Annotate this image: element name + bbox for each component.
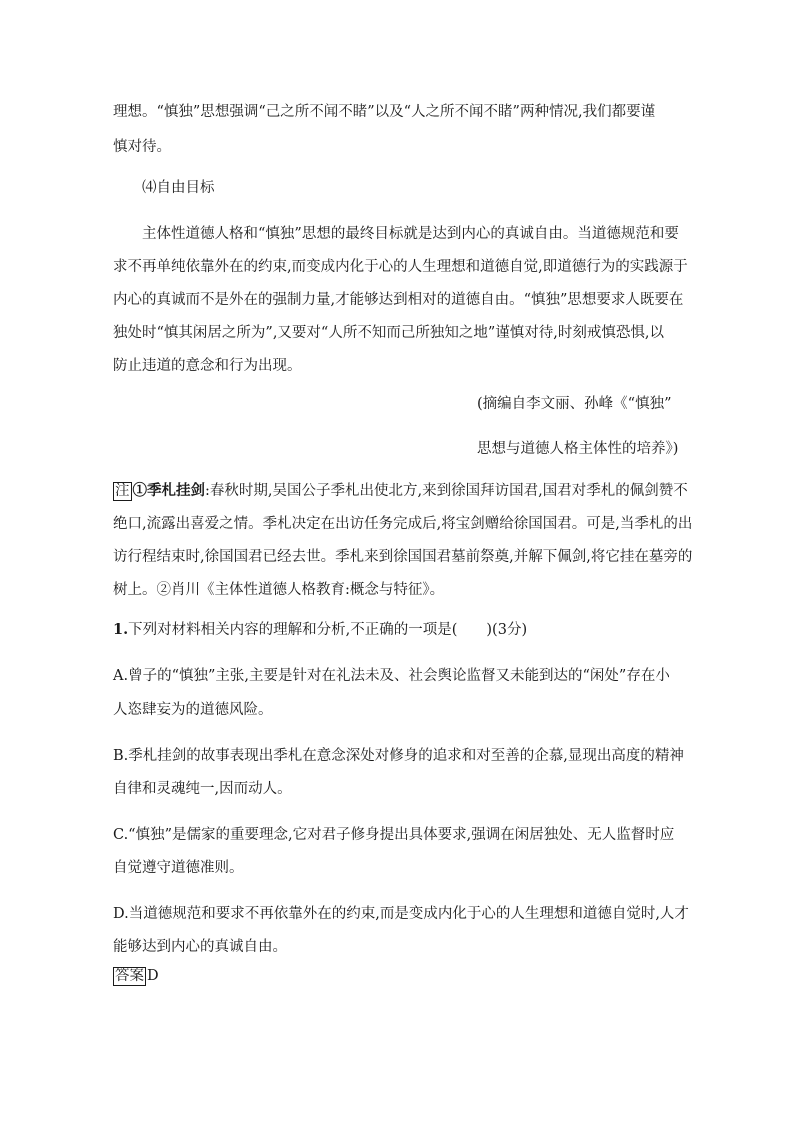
text-line: 求不再单纯依靠外在的约束,而变成内化于心的人生理想和道德自觉,即道德行为的实践源于 — [113, 259, 688, 275]
text-line: 人恣肆妄为的道德风险。 — [113, 702, 273, 718]
text-line: ⑷自由目标 — [142, 180, 215, 196]
text-line: 自律和灵魂纯一,因而动人。 — [113, 781, 292, 797]
text-line: 访行程结束时,徐国国君已经去世。季札来到徐国国君墓前祭奠,并解下佩剑,将它挂在墓旁的 — [113, 549, 693, 565]
text-line: 绝口,流露出喜爱之情。季札决定在出访任务完成后,将宝剑赠给徐国国君。可是,当季札的出 — [113, 516, 693, 532]
question-number: 1. — [113, 621, 129, 638]
note-line — [113, 481, 688, 501]
text-line: C.“慎独”是儒家的重要理念,它对君子修身提出具体要求,强调在闲居独处、无人监督时应 — [113, 827, 675, 843]
text-line: 内心的真诚而不是外在的强制力量,才能够达到相对的道德自由。“慎独”思想要求人既要在 — [113, 292, 684, 308]
answer-line — [113, 966, 159, 986]
question-text: 下列对材料相关内容的理解和分析,不正确的一项是( )(3分) — [128, 622, 528, 638]
note-text: :春秋时期,吴国公子季札出使北方,来到徐国拜访国君,国君对季札的佩剑赞不 — [205, 483, 688, 499]
text-line: 主体性道德人格和“慎独”思想的最终目标就是达到内心的真诚自由。当道德规范和要 — [142, 226, 679, 242]
text-line: 能够达到内心的真诚自由。 — [113, 939, 287, 955]
text-line: 慎对待。 — [113, 139, 171, 155]
text-line: 防止违道的意念和行为出现。 — [113, 358, 302, 374]
text-line: 思想与道德人格主体性的培养》) — [477, 441, 679, 457]
text-line: 自觉遵守道德准则。 — [113, 860, 244, 876]
question-line — [113, 620, 527, 640]
text-line: (摘编自李文丽、孙峰《“慎独” — [477, 396, 672, 412]
text-line: 理想。“慎独”思想强调“己之所不闻不睹”以及“人之所不闻不睹”两种情况,我们都要谨 — [113, 104, 656, 120]
answer-value: D — [147, 968, 159, 984]
text-line: 独处时“慎其闲居之所为”,又要对“人所不知而己所独知之地”谨慎对待,时刻戒慎恐惧,以 — [113, 325, 664, 341]
note-term: ①季札挂剑 — [132, 482, 205, 499]
text-line: D.当道德规范和要求不再依靠外在的约束,而是变成内化于心的人生理想和道德自觉时,人才 — [113, 906, 689, 922]
answer-label: 答案 — [115, 968, 144, 984]
text-line: A.曾子的“慎独”主张,主要是针对在礼法未及、社会舆论监督又未能到达的“闲处”存在小 — [113, 668, 670, 684]
text-line: B.季札挂剑的故事表现出季札在意念深处对修身的追求和对至善的企慕,显现出高度的精神 — [113, 748, 684, 764]
text-line: 树上。②肖川《主体性道德人格教育:概念与特征》。 — [113, 582, 445, 598]
note-label: 注 — [115, 483, 130, 499]
